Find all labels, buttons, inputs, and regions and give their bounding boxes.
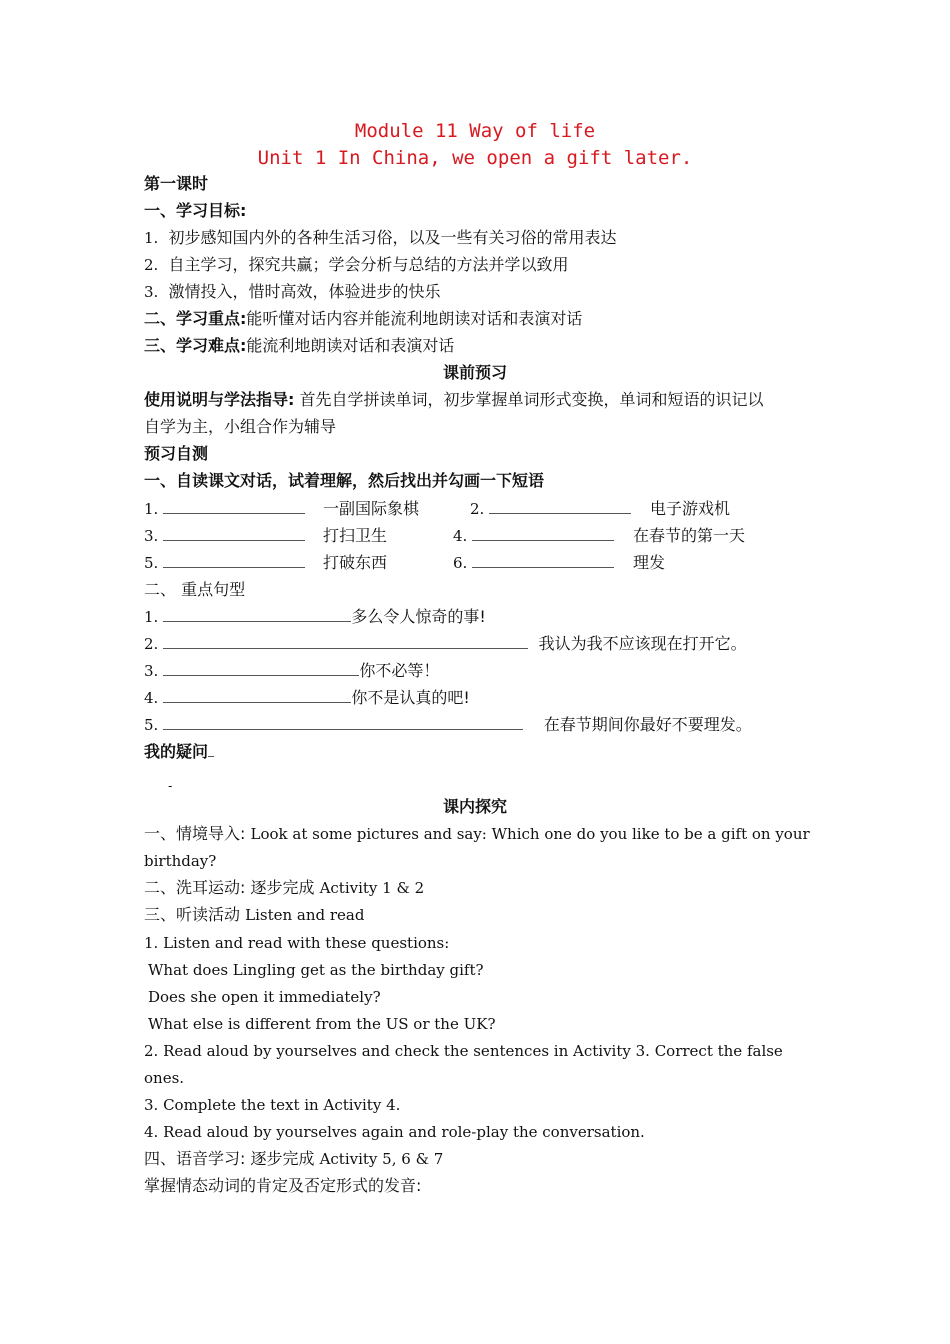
activity-line: Does she open it immediately?: [148, 988, 381, 1006]
lesson-label: 第一课时: [144, 174, 209, 193]
phrase-text: 电子游戏机: [650, 499, 731, 518]
answer-blank[interactable]: [163, 661, 359, 676]
sentence-item: [144, 607, 486, 627]
objective-number: 2.: [144, 256, 159, 274]
phrase-text: 理发: [633, 553, 666, 572]
usage-guide-continued: 自学为主，小组合作为辅导: [144, 417, 337, 436]
phrases-instruction-text: 一、自读课文对话，试着理解，然后找出并勾画一下短语: [144, 471, 545, 490]
dash-mark: -: [168, 779, 173, 793]
questions-heading: [144, 742, 214, 762]
phrase-item: [453, 526, 614, 546]
self-test-heading: 预习自测: [144, 444, 209, 463]
objective-text: 自主学习，探究共赢；学会分析与总结的方法并学以致用: [168, 255, 569, 274]
step-4: [144, 1149, 443, 1169]
sentence-item: [144, 688, 470, 708]
objective-text: 初步感知国内外的各种生活习俗，以及一些有关习俗的常用表达: [168, 228, 617, 247]
sentence-item: [144, 634, 747, 654]
answer-blank[interactable]: [163, 526, 305, 541]
step-1: [144, 824, 810, 844]
phrase-text: 在春节的第一天: [633, 526, 746, 545]
pronunciation-note: 掌握情态动词的肯定及否定形式的发音:: [144, 1176, 422, 1195]
objective-item: [144, 228, 617, 248]
phrase-item: [144, 499, 305, 519]
answer-blank[interactable]: [163, 607, 351, 622]
phrases-instruction: [144, 471, 544, 491]
usage-guide: [144, 390, 764, 410]
phrase-text: 打破东西: [323, 553, 388, 572]
sentence-number: 4.: [144, 689, 159, 707]
step-2-text: Activity 1 & 2: [319, 879, 425, 897]
key-points-text: 能听懂对话内容并能流利地朗读对话和表演对话: [246, 309, 583, 328]
activity-line: What does Lingling get as the birthday gift?: [148, 961, 484, 979]
step-4-label: 四、语音学习: 逐步完成: [144, 1149, 315, 1168]
activity-line: What else is different from the US or the UK?: [148, 1015, 496, 1033]
phrase-number: 2.: [470, 500, 485, 518]
sentence-item: [144, 715, 752, 735]
sentence-number: 2.: [144, 635, 159, 653]
phrase-item: [144, 553, 305, 573]
activity-line: 2. Read aloud by yourselves and check the sentences in Activity 3. Correct the false: [144, 1042, 783, 1060]
inclass-heading: 课内探究: [442, 797, 507, 816]
objective-number: 1.: [144, 229, 159, 247]
step-2: [144, 878, 424, 898]
objective-item: [144, 282, 441, 302]
answer-blank[interactable]: [163, 634, 528, 649]
answer-blank[interactable]: [472, 553, 614, 568]
step-1-label: 一、情境导入:: [144, 824, 246, 843]
module-title: Module 11 Way of life: [354, 120, 596, 142]
answer-blank[interactable]: [163, 499, 305, 514]
questions-blank[interactable]: [208, 742, 214, 757]
sentence-text: 多么令人惊奇的事!: [351, 607, 486, 626]
sentence-text: 你不是认真的吧!: [351, 688, 470, 707]
step-3-label: 三、听读活动: [144, 905, 241, 924]
activity-line: ones.: [144, 1069, 185, 1087]
usage-guide-label: 使用说明与学法指导:: [144, 390, 295, 409]
phrase-text: 一副国际象棋: [323, 499, 420, 518]
key-sentences-heading: 二、 重点句型: [144, 580, 246, 599]
step-1-continued: birthday?: [144, 852, 217, 870]
objective-item: [144, 255, 569, 275]
difficult-points-text: 能流利地朗读对话和表演对话: [246, 336, 455, 355]
preview-heading: 课前预习: [442, 363, 507, 382]
phrase-number: 6.: [453, 554, 468, 572]
answer-blank[interactable]: [163, 688, 351, 703]
answer-blank[interactable]: [163, 553, 305, 568]
step-3-text: Listen and read: [245, 906, 365, 924]
objective-text: 激情投入，惜时高效，体验进步的快乐: [168, 282, 441, 301]
sentence-number: 1.: [144, 608, 159, 626]
activity-line: 4. Read aloud by yourselves again and role-play the conversation.: [144, 1123, 645, 1141]
step-4-text: Activity 5, 6 & 7: [319, 1150, 444, 1168]
usage-guide-text: 首先自学拼读单词，初步掌握单词形式变换，单词和短语的识记以: [299, 390, 764, 409]
step-3: [144, 905, 364, 925]
activity-line: 1. Listen and read with these questions:: [144, 934, 450, 952]
step-1-text: Look at some pictures and say: Which one do you like to be a gift on your: [250, 825, 810, 843]
phrase-number: 5.: [144, 554, 159, 572]
phrase-number: 3.: [144, 527, 159, 545]
phrase-item: [470, 499, 631, 519]
unit-title: Unit 1 In China, we open a gift later.: [257, 147, 693, 169]
objective-number: 3.: [144, 283, 159, 301]
answer-blank[interactable]: [163, 715, 523, 730]
difficult-points: [144, 336, 454, 356]
questions-label: 我的疑问: [144, 742, 209, 761]
key-points-label: 二、学习重点:: [144, 309, 247, 328]
phrase-number: 4.: [453, 527, 468, 545]
phrase-item: [144, 526, 305, 546]
activity-line: 3. Complete the text in Activity 4.: [144, 1096, 401, 1114]
objectives-heading: 一、学习目标:: [144, 201, 247, 220]
phrase-text: 打扫卫生: [323, 526, 388, 545]
answer-blank[interactable]: [472, 526, 614, 541]
sentence-item: [144, 661, 439, 681]
sentence-text: 在春节期间你最好不要理发。: [543, 715, 752, 734]
difficult-points-label: 三、学习难点:: [144, 336, 247, 355]
key-points: [144, 309, 582, 329]
phrase-number: 1.: [144, 500, 159, 518]
step-2-label: 二、洗耳运动: 逐步完成: [144, 878, 315, 897]
answer-blank[interactable]: [489, 499, 631, 514]
sentence-text: 我认为我不应该现在打开它。: [538, 634, 747, 653]
sentence-number: 3.: [144, 662, 159, 680]
sentence-text: 你不必等！: [359, 661, 440, 680]
phrase-item: [453, 553, 614, 573]
sentence-number: 5.: [144, 716, 159, 734]
